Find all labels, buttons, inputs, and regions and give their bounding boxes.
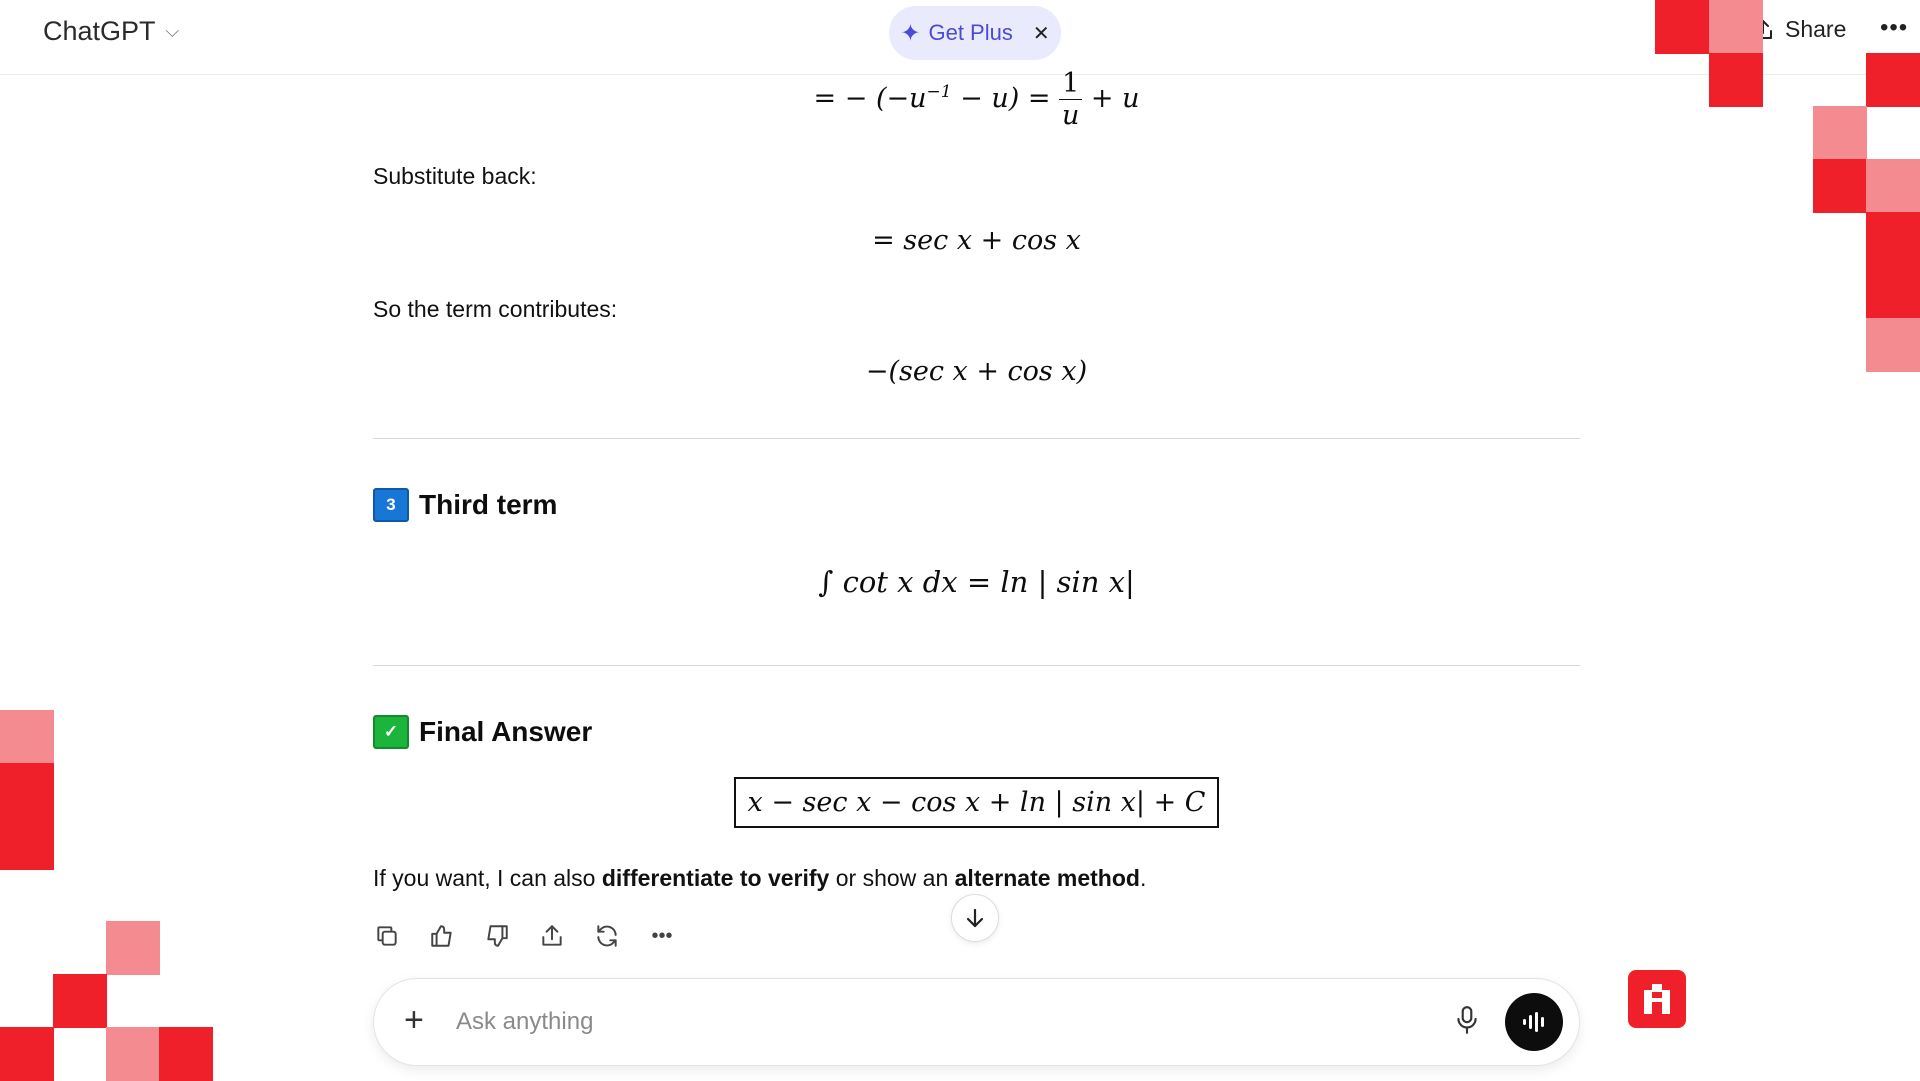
equation-line-2: = sec x + cos x — [872, 225, 1081, 256]
divider — [373, 665, 1580, 666]
model-selector[interactable] — [43, 16, 179, 47]
app-logo-icon — [1628, 970, 1686, 1028]
section-title: Third term — [419, 489, 558, 520]
equation-integral: ∫ cot x dx = ln | sin x| — [818, 565, 1135, 599]
chevron-down-icon: ⌵ — [165, 21, 180, 41]
copy-icon[interactable] — [373, 922, 401, 950]
app-title: ChatGPT — [43, 16, 156, 46]
share-button[interactable] — [1751, 16, 1846, 43]
sparkle-icon: ✦ — [900, 19, 921, 47]
get-plus-label: Get Plus — [928, 20, 1013, 45]
paragraph-substitute: Substitute back: — [373, 163, 537, 189]
more-options-icon[interactable]: ••• — [1880, 14, 1909, 41]
more-options-icon[interactable]: ••• — [651, 924, 673, 947]
fraction: $\frac{1}{u}$ — [1059, 70, 1082, 129]
plus-icon[interactable]: + — [404, 1001, 424, 1039]
equation-line-1: = − $(-u^{-1} - u)$ = $\frac{1}{u}$ + u — [813, 68, 1140, 131]
close-icon[interactable]: ✕ — [1032, 22, 1050, 45]
equation-line-3: −(sec x + cos x) — [865, 356, 1088, 387]
thumbs-down-icon[interactable] — [483, 922, 511, 950]
message-actions — [373, 922, 676, 950]
thumbs-up-icon[interactable] — [428, 922, 456, 950]
composer — [373, 978, 1580, 1066]
section-heading-third-term — [373, 488, 557, 522]
scroll-to-bottom-button[interactable] — [951, 894, 999, 942]
bold-differentiate: differentiate to verify — [601, 865, 830, 891]
divider — [373, 438, 1580, 439]
check-mark-icon: ✓ — [373, 715, 409, 749]
sound-wave-icon — [1520, 1010, 1548, 1034]
regenerate-icon[interactable] — [593, 922, 621, 950]
paragraph-contributes: So the term contributes: — [373, 296, 618, 322]
microphone-icon[interactable] — [1454, 1005, 1480, 1040]
final-answer-box — [373, 777, 1580, 828]
closing-paragraph: If you want, I can also differentiate to verify or show an alternate method. — [373, 865, 1147, 891]
share-label: Share — [1785, 16, 1847, 42]
section-title: Final Answer — [419, 716, 593, 747]
bold-alternate: alternate method — [954, 865, 1140, 891]
arrow-down-icon — [963, 906, 987, 930]
assistant-message — [373, 0, 1580, 900]
boxed-answer: x − sec x − cos x + ln | sin x| + C — [734, 777, 1220, 828]
section-heading-final-answer — [373, 715, 592, 749]
keycap-3-icon: 3 — [373, 488, 409, 522]
share-icon[interactable] — [538, 922, 566, 950]
prompt-input[interactable] — [454, 1001, 1358, 1043]
voice-mode-button[interactable] — [1505, 993, 1563, 1051]
